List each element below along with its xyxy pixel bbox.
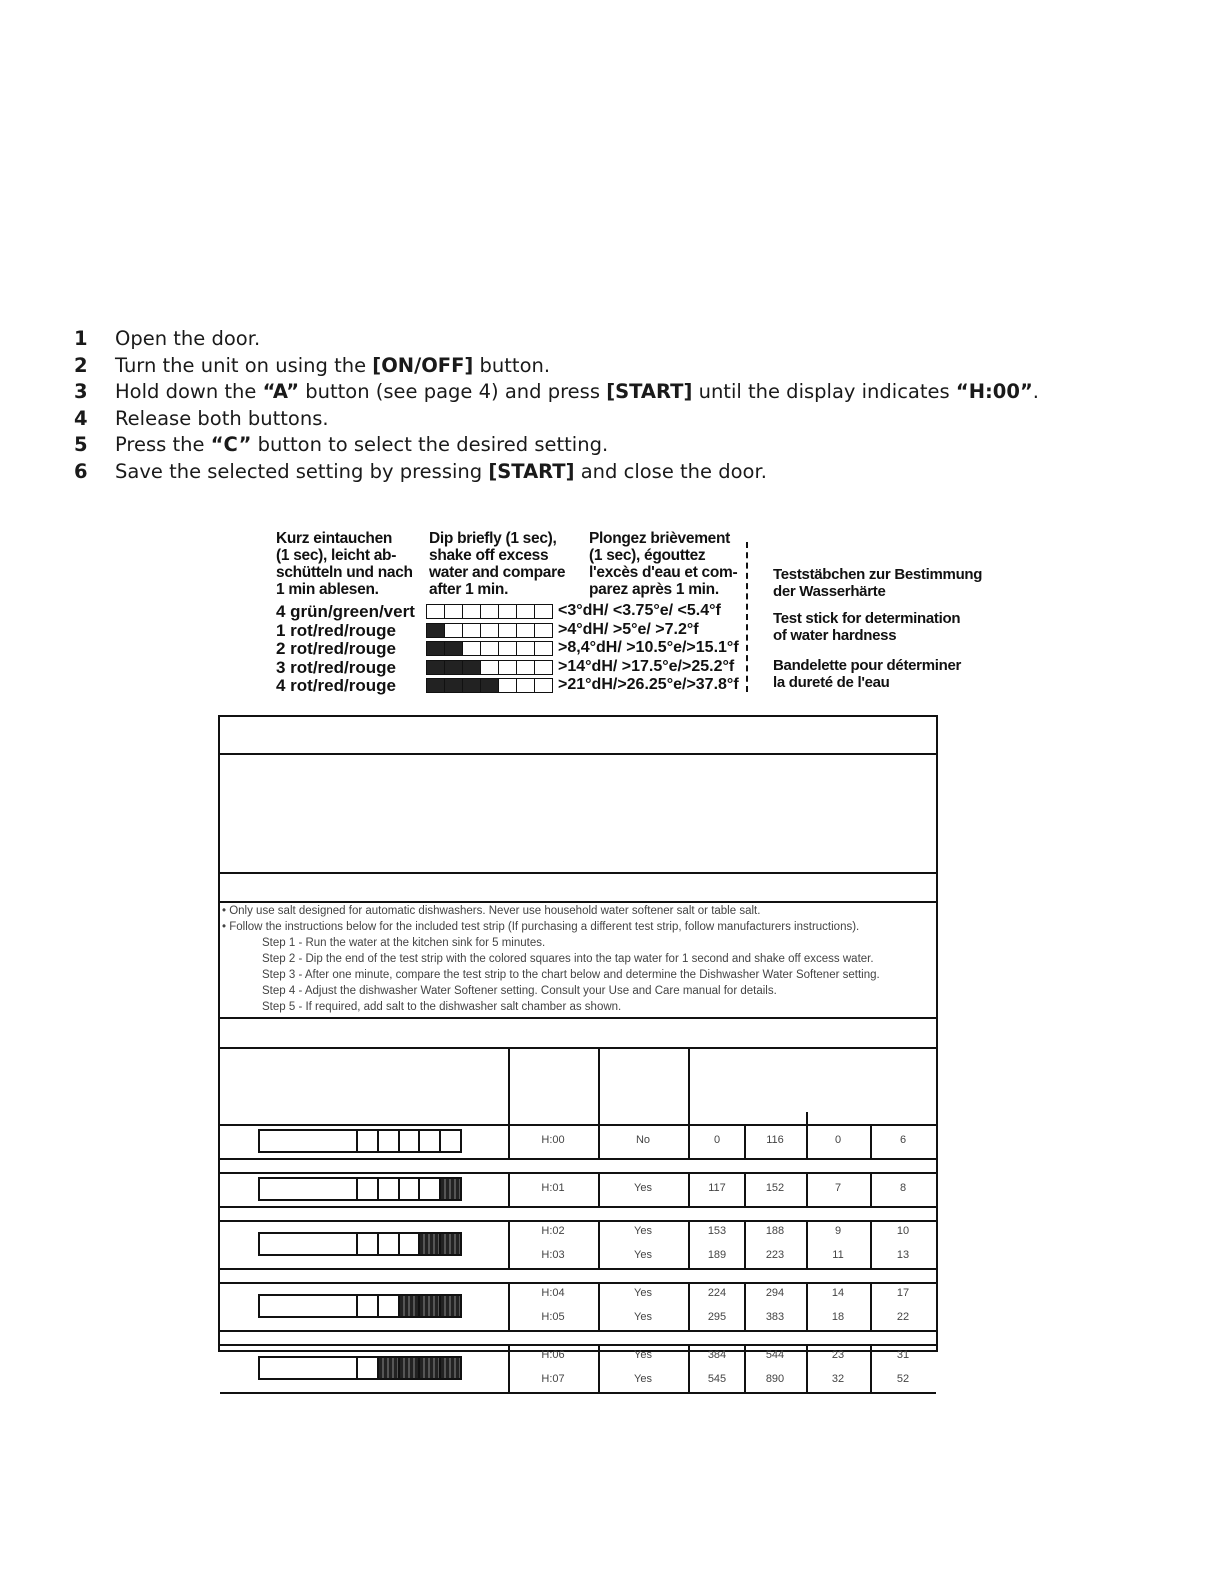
strip-square bbox=[398, 1234, 419, 1254]
instructions-french bbox=[589, 530, 737, 598]
instruction-step: Step 4 - Adjust the dishwasher Water Softener setting. Consult your Use and Care manual for details. bbox=[262, 985, 777, 997]
mini-strip bbox=[426, 604, 553, 619]
hardness-value: >4°dH/ >5°e/ >7.2°f bbox=[558, 620, 699, 638]
strip-square bbox=[534, 642, 552, 655]
strip-square bbox=[427, 661, 444, 674]
mini-strip bbox=[426, 623, 553, 638]
table-cell-g-hi: 10 bbox=[896, 1225, 910, 1237]
table-cell-g-lo: 7 bbox=[834, 1182, 842, 1194]
step-text: . bbox=[1032, 380, 1039, 403]
table-cell-ppm-lo: 117 bbox=[708, 1182, 726, 1194]
step-text: button. bbox=[473, 353, 551, 377]
instruction-line: schütteln und nach bbox=[276, 564, 413, 581]
step-text: Hold down the bbox=[115, 380, 263, 403]
table-cell-ppm-lo: 189 bbox=[707, 1249, 727, 1261]
strip-square bbox=[418, 1234, 439, 1254]
strip-square bbox=[398, 1358, 419, 1378]
instruction-line: (1 sec), leicht ab- bbox=[276, 547, 397, 564]
test-strip-result bbox=[258, 1129, 462, 1153]
step-keyword: “A” bbox=[262, 380, 300, 403]
strip-square bbox=[439, 1296, 460, 1316]
hardness-value: >8,4°dH/ >10.5°e/>15.1°f bbox=[558, 639, 739, 656]
setup-step bbox=[72, 432, 1172, 459]
step-keyword: [START] bbox=[488, 459, 575, 483]
step-keyword: [ON/OFF] bbox=[372, 353, 474, 377]
table-cell-ppm-hi: 383 bbox=[765, 1311, 785, 1323]
table-cell-setting: H:02 bbox=[541, 1225, 565, 1237]
strip-square bbox=[356, 1234, 377, 1254]
brand-description-line: la dureté de l'eau bbox=[773, 674, 890, 691]
strip-square bbox=[480, 642, 498, 655]
brand-description-line: Bandelette pour déterminer bbox=[773, 657, 962, 674]
strip-square bbox=[516, 605, 534, 618]
instruction-line: Dip briefly (1 sec), bbox=[429, 530, 557, 547]
strip-square bbox=[377, 1179, 398, 1199]
setup-step bbox=[72, 459, 1172, 486]
strip-square bbox=[516, 624, 534, 637]
table-cell-ppm-lo: 384 bbox=[707, 1349, 727, 1361]
strip-square bbox=[480, 624, 498, 637]
mini-strip bbox=[426, 660, 553, 675]
step-number: 1 bbox=[74, 327, 88, 350]
test-strip-result bbox=[258, 1177, 462, 1201]
table-cell-g-lo: 9 bbox=[834, 1225, 842, 1237]
strip-square bbox=[427, 679, 444, 692]
mini-strip bbox=[426, 641, 553, 656]
table-cell-ppm-hi: 294 bbox=[765, 1287, 785, 1299]
step-text: and close the door. bbox=[574, 459, 767, 483]
setup-step bbox=[72, 353, 1172, 380]
strip-square bbox=[439, 1131, 460, 1151]
strip-square bbox=[377, 1234, 398, 1254]
step-text: Press the bbox=[115, 433, 211, 456]
strip-square bbox=[444, 605, 462, 618]
step-number: 2 bbox=[74, 353, 88, 377]
strip-square bbox=[418, 1131, 439, 1151]
table-cell-salt: Yes bbox=[634, 1182, 652, 1194]
table-cell-ppm-hi: 152 bbox=[765, 1182, 785, 1194]
table-cell-g-hi: 52 bbox=[896, 1373, 910, 1385]
step-text: Save the selected setting by pressing bbox=[115, 459, 489, 483]
table-cell-salt: Yes bbox=[634, 1225, 652, 1237]
strip-square bbox=[444, 679, 462, 692]
strip-square bbox=[498, 642, 516, 655]
instruction-step: Step 2 - Dip the end of the test strip with the colored squares into the tap water for 1 second and shake off excess water. bbox=[262, 953, 874, 965]
test-strip-graphic bbox=[256, 530, 983, 705]
strip-square bbox=[462, 624, 480, 637]
strip-square bbox=[356, 1131, 377, 1151]
table-cell-salt: No bbox=[635, 1134, 651, 1146]
strip-square bbox=[439, 1358, 460, 1378]
table-cell-setting: H:00 bbox=[541, 1134, 565, 1146]
instructions-list bbox=[222, 903, 922, 1015]
test-strip-result bbox=[258, 1232, 462, 1256]
strip-square bbox=[356, 1358, 377, 1378]
hardness-value: >14°dH/ >17.5°e/>25.2°f bbox=[558, 657, 735, 675]
table-cell-setting: H:05 bbox=[541, 1311, 565, 1323]
strip-square bbox=[480, 605, 498, 618]
strip-square bbox=[418, 1179, 439, 1199]
table-cell-ppm-hi: 223 bbox=[765, 1249, 785, 1261]
hardness-value: <3°dH/ <3.75°e/ <5.4°f bbox=[558, 602, 721, 619]
table-cell-g-hi: 17 bbox=[896, 1287, 910, 1299]
step-keyword: [START] bbox=[606, 380, 693, 403]
strip-square bbox=[439, 1234, 460, 1254]
strip-square bbox=[516, 661, 534, 674]
instruction-line: after 1 min. bbox=[429, 581, 509, 598]
instruction-line: Plongez brièvement bbox=[589, 530, 731, 547]
strip-color-label: 4 grün/green/vert bbox=[276, 602, 415, 621]
instruction-line: l'excès d'eau et com- bbox=[589, 564, 738, 581]
table-cell-salt: Yes bbox=[634, 1287, 652, 1299]
strip-square bbox=[534, 661, 552, 674]
hard-water-info-box bbox=[218, 715, 938, 1385]
strip-square bbox=[377, 1131, 398, 1151]
step-text: until the display indicates bbox=[692, 380, 956, 403]
strip-square bbox=[498, 624, 516, 637]
step-text: button (see page 4) and press bbox=[299, 380, 607, 403]
instruction-bullet: • Follow the instructions below for the included test strip (If purchasing a different test strip, follow manufacturers instructions). bbox=[222, 921, 860, 933]
table-cell-g-lo: 11 bbox=[832, 1249, 844, 1261]
table-cell-ppm-lo: 153 bbox=[707, 1225, 727, 1237]
table-cell-setting: H:06 bbox=[541, 1349, 565, 1361]
mini-strip bbox=[426, 678, 553, 693]
table-cell-ppm-hi: 544 bbox=[765, 1349, 785, 1361]
strip-square bbox=[444, 624, 462, 637]
step-keyword: “C” bbox=[210, 433, 252, 456]
instruction-line: 1 min ablesen. bbox=[276, 581, 379, 598]
step-text: button to select the desired setting. bbox=[251, 433, 609, 456]
strip-square bbox=[516, 679, 534, 692]
strip-square bbox=[498, 679, 516, 692]
table-cell-g-hi: 6 bbox=[899, 1134, 907, 1146]
strip-square bbox=[418, 1358, 439, 1378]
table-cell-ppm-lo: 545 bbox=[707, 1373, 727, 1385]
strip-square bbox=[480, 679, 498, 692]
step-keyword: “H:00” bbox=[955, 380, 1033, 403]
strip-square bbox=[534, 605, 552, 618]
strip-square bbox=[377, 1358, 398, 1378]
strip-square bbox=[480, 661, 498, 674]
strip-square bbox=[418, 1296, 439, 1316]
table-cell-g-lo: 32 bbox=[831, 1373, 845, 1385]
strip-square bbox=[427, 624, 444, 637]
strip-color-label: 1 rot/red/rouge bbox=[276, 620, 396, 640]
instruction-line: water and compare bbox=[429, 564, 566, 581]
strip-square bbox=[462, 679, 480, 692]
strip-square bbox=[398, 1179, 419, 1199]
table-cell-setting: H:04 bbox=[541, 1287, 565, 1299]
strip-square bbox=[439, 1179, 460, 1199]
strip-square bbox=[534, 624, 552, 637]
strip-square bbox=[398, 1296, 419, 1316]
table-cell-ppm-lo: 295 bbox=[707, 1311, 727, 1323]
table-cell-ppm-hi: 188 bbox=[765, 1225, 785, 1237]
step-text: Release both buttons. bbox=[115, 406, 329, 430]
strip-square bbox=[498, 661, 516, 674]
instruction-bullet: • Only use salt designed for automatic dishwashers. Never use household water softener salt or table salt. bbox=[222, 905, 761, 917]
instruction-step: Step 1 - Run the water at the kitchen sink for 5 minutes. bbox=[262, 937, 546, 949]
setup-step bbox=[72, 406, 1172, 433]
instruction-line: Kurz eintauchen bbox=[276, 530, 393, 547]
brand-description-line: Teststäbchen zur Bestimmung bbox=[773, 566, 983, 583]
table-cell-g-hi: 8 bbox=[899, 1182, 907, 1194]
strip-square bbox=[427, 642, 444, 655]
setup-steps-list bbox=[72, 326, 1172, 485]
table-cell-setting: H:03 bbox=[541, 1249, 565, 1261]
strip-square bbox=[534, 679, 552, 692]
strip-square bbox=[516, 642, 534, 655]
strip-square bbox=[462, 661, 480, 674]
step-number: 5 bbox=[74, 433, 88, 456]
table-cell-salt: Yes bbox=[634, 1311, 652, 1323]
strip-square bbox=[356, 1179, 377, 1199]
table-cell-g-lo: 14 bbox=[831, 1287, 845, 1299]
brand-description-line: der Wasserhärte bbox=[773, 583, 886, 600]
table-cell-setting: H:01 bbox=[541, 1182, 565, 1194]
instruction-step: Step 5 - If required, add salt to the dishwasher salt chamber as shown. bbox=[262, 1001, 622, 1013]
table-cell-g-lo: 0 bbox=[834, 1134, 842, 1146]
table-cell-ppm-hi: 116 bbox=[766, 1134, 784, 1146]
table-cell-g-hi: 13 bbox=[896, 1249, 910, 1261]
strip-color-label: 2 rot/red/rouge bbox=[276, 639, 396, 658]
strip-color-label: 4 rot/red/rouge bbox=[276, 676, 396, 695]
step-text: Open the door. bbox=[115, 327, 261, 350]
test-strip-result bbox=[258, 1294, 462, 1318]
instruction-line: shake off excess bbox=[429, 547, 549, 564]
instructions-english bbox=[429, 530, 565, 598]
test-strip-result bbox=[258, 1356, 462, 1380]
table-cell-g-lo: 18 bbox=[831, 1311, 845, 1323]
table-cell-salt: Yes bbox=[634, 1349, 652, 1361]
strip-square bbox=[356, 1296, 377, 1316]
step-text: Turn the unit on using the bbox=[115, 353, 373, 377]
step-number: 3 bbox=[74, 380, 88, 403]
strip-square bbox=[462, 605, 480, 618]
hardness-value: >21°dH/>26.25°e/>37.8°f bbox=[558, 676, 739, 693]
strip-square bbox=[377, 1296, 398, 1316]
table-cell-setting: H:07 bbox=[541, 1373, 565, 1385]
table-cell-g-lo: 23 bbox=[831, 1349, 845, 1361]
step-number: 6 bbox=[74, 459, 88, 483]
instruction-line: (1 sec), égouttez bbox=[589, 547, 706, 564]
instruction-step: Step 3 - After one minute, compare the test strip to the chart below and determine the Dishwasher Water Softener setting. bbox=[262, 969, 880, 981]
strip-square bbox=[498, 605, 516, 618]
strip-square bbox=[427, 605, 444, 618]
strip-square bbox=[444, 661, 462, 674]
table-cell-ppm-hi: 890 bbox=[765, 1373, 785, 1385]
strip-square bbox=[462, 642, 480, 655]
instruction-line: parez après 1 min. bbox=[589, 581, 719, 598]
setup-step bbox=[72, 379, 1172, 406]
table-cell-salt: Yes bbox=[634, 1373, 652, 1385]
dashed-divider bbox=[746, 542, 748, 692]
strip-square bbox=[398, 1131, 419, 1151]
strip-square bbox=[444, 642, 462, 655]
setup-step bbox=[72, 326, 1172, 353]
table-cell-ppm-lo: 224 bbox=[707, 1287, 727, 1299]
table-cell-ppm-lo: 0 bbox=[713, 1134, 721, 1146]
brand-description-line: of water hardness bbox=[773, 627, 897, 644]
table-cell-salt: Yes bbox=[634, 1249, 652, 1261]
table-cell-g-hi: 22 bbox=[896, 1311, 910, 1323]
instructions-german bbox=[276, 530, 413, 598]
strip-color-label: 3 rot/red/rouge bbox=[276, 657, 396, 677]
brand-description-line: Test stick for determination bbox=[773, 610, 961, 627]
table-cell-g-hi: 31 bbox=[896, 1349, 910, 1361]
step-number: 4 bbox=[74, 406, 88, 430]
